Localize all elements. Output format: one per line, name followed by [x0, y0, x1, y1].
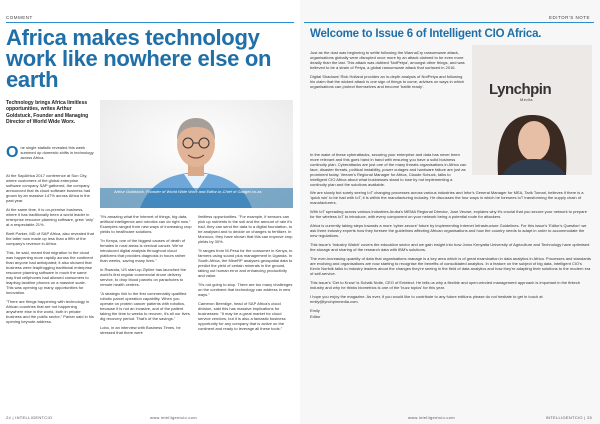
paragraph: "In Kenya, one of the biggest causes of death of females in rural areas is cervical cancer. We've introduced digital analysis throughout cloud platforms that provides diagnosis in hours rather than weeks, saving many lives." — [100, 238, 186, 263]
paragraph: In the wake of these cyberattacks, securing your enterprise and data has never been more relevant and this goes hand in hand with ensuring you have a solid business continuity plan. Cyberattacks are just one of the many threats organisations in Africa can face, disaster threats, political instability, power outages and hardware failure are just as prominent today. Veeam's Regional Manager for Africa, Claude Schuck, talks to Intelligent CIO Africa about what businesses stand to lose by not implementing a continuity plan and the solutions available. — [310, 152, 467, 187]
article-lede — [6, 145, 94, 160]
lynchpin-logo-subtext: Media — [520, 97, 533, 102]
article-column-3 — [198, 214, 293, 335]
editor-note-column-top — [310, 50, 468, 93]
paragraph: limitless opportunities. "For example, if sensors can pick up nutrients in the soil and the amount of rain it's had, they can send the data to a digital foundation, to be analysed and to decide on changes to fertilizer. In Morocco, they have shown that this can improve crop yields by 30%. — [198, 214, 293, 244]
lynchpin-media-photo — [472, 45, 592, 175]
section-tag: EDITOR'S NOTE — [548, 15, 590, 20]
paragraph: At the SapAfrica 2017 conference at Sun City, where customers of the global enterprise software company SAP gathered, the company announced that its cloud software business had grown by an massive 147% across Africa in the past year. — [6, 173, 91, 203]
paragraph: "It's amazing what the Internet of things, big data, artificial intelligence and robotics can do right now." Examples ranged from new ways of increasing crop yields to healthcare solutions. — [100, 214, 192, 234]
paragraph: Digital Shadows' Rick Holland provides an in-depth analysis of NotPetya and following his claim that the wicked attack is one sign of things to come, advises on ways in which organisations can protect themselves and become 'battle ready'. — [310, 74, 465, 89]
page-footer-right: INTELLIGENTCIO | 25 — [545, 415, 592, 420]
paragraph: Lobo, in an interview with Business Times, he stressed that there were — [100, 325, 181, 335]
editor-note-title: Welcome to Issue 6 of Intelligent CIO Africa. — [310, 28, 542, 40]
editor-note-body — [310, 190, 592, 323]
paragraph: At the same time, it is on-premise business, where it has traditionally been a world leader in enterprise resource planning software, grew 'only' at a respectable 21%. — [6, 207, 94, 227]
paragraph: "It ranges from M-Pesa for the consumer in Kenya, to farmers using sound plus management in Uganda. In South Africa, the MineRP analyses geospatial data to predict the yield of certain minerals in the ground, taking out human error and enhancing productivity and value. — [198, 248, 293, 278]
lede-text: ne single statistic revealed this week summed up domestic shifts in technology across Africa. — [20, 145, 94, 160]
paragraph: This, he said, meant that migration to the cloud was happening more rapidly across the continent than anyone had anticipated; it also showed that business were leapfrogging traditional enterprise resource planning software in much the same way that cellphones had allowed consumers to leapfrog landline phones on a massive scale. This was opening up many opportunities for innovation. — [6, 250, 93, 295]
paragraph: "A strategic link to the first commercially qualified robotic parcel operation capability. When you operate on protein cancer patients with robotics, because it is not an invasive, and of the patient taking the time to weeks to recover, it's all our lives dig recovery period. That's of the savings." — [100, 291, 190, 321]
lynchpin-logo-text: Lynchpin — [489, 81, 552, 98]
paragraph: Brett Parker, MD of SAP Africa, also revealed that the latter now made up less than a fifth of the company's revenue in Africa. — [6, 231, 94, 246]
page-footer-url: www.intelligentcio.com — [150, 415, 197, 420]
paragraph: In Rwanda, US start-up Zipline has launched the world's first regular commercial drone delivery service, to drop blood parcels on parachutes to remote health centres. — [100, 267, 187, 287]
section-rule — [6, 22, 294, 23]
paragraph: "It's not going to stop. There are too many challenges on the continent that technology can address in new ways." — [198, 282, 293, 297]
signoff-name: Emily — [310, 308, 320, 313]
editor-portrait — [472, 45, 592, 175]
paragraph: We are slowly but surely seeing IoT changing processes across various industries and Infor's General Manager for MEA, Tarik Tomari, believes if there is a 'quick win' to be had with IoT, it is within the manufacturing industry. He discusses the four ways in which he foresees IoT transforming the supply chain of manufacturers. — [310, 190, 584, 205]
article-headline: Africa makes technology work like nowhere else on earth — [6, 25, 272, 92]
page-footer-left: 24 | INTELLIGENTCIO — [6, 415, 53, 420]
page-footer-url: www.intelligentcio.com — [408, 415, 455, 420]
paragraph: I hope you enjoy the magazine. As ever, if you would like to contribute to any future editions please do not hesitate to get in touch at emily@lynchpinmedia.com. — [310, 294, 543, 304]
signoff-title: Editor — [310, 314, 321, 319]
paragraph: Just as the dust was beginning to settle following the WannaCry ransomware attack, organisations globally were disrupted once more by an attack claimed to be even more deadly than the last. This attack was dubbed 'NotPetya', amongst other things, and was believed to be a strain of Petya, a global ransomware attack that surfaced in 2016. — [310, 50, 465, 70]
paragraph: Africa is currently taking steps towards a more 'cyber-secure' future by implementing Internet Infrastructure Guidelines. For this issue's 'Editor's Question' we ask three industry experts how they foresee the guidelines affecting African organisations and how the country needs to adapt in order to accommodate the new regulations. — [310, 223, 587, 238]
paragraph: The ever-increasing quantity of data that organisations manage is a key area which is of great examination in data analytics in Africa. Processes and standards are evolving and organisations are now starting to recognise the benefits of consolidated analytics. In a feature on the subject of big data, Intelligent CIO's Kevin Norfolk talks to industry leaders about the changes they're seeing in the field of data analytics and how they're adapting their solutions to the modern era of self-service. — [310, 256, 592, 276]
article-column-1 — [6, 173, 94, 328]
paragraph: Cameron Beerdige, head of SAP Africa's cloud division, said this has massive implications for businesses: "It may be a great market for cloud service vendors, but it is also a fantastic business opportunity for any company that is active on the continent and ready to leverage all these tools." — [198, 301, 286, 331]
right-page — [300, 0, 600, 424]
paragraph: With IoT spreading across various industries Aruba's MEMA Regional Director, Jose Veuwe, explains why it's crucial that you secure your network to prepare for the wireless IoT to introduce, with every component on your network being a potential route for attackers. — [310, 209, 587, 219]
article-standfirst: Technology brings Africa limitless opportunities, writes Arthur Goldstuck, Founder and Managing Director of World Wide Worx. — [6, 100, 89, 125]
photo-caption: Arthur Goldstuck, Founder of World Wide Worx and Editor-in-Chief of Gadget.co.za — [114, 189, 262, 194]
paragraph: This issue's 'Get to Know' is Schalk Nolte, CEO of Entelect. He tells us why a flexible and open-minded management approach is important in the fintech industry and why he thinks biometrics is one of the 'buzz topics' for this year. — [310, 280, 580, 290]
article-column-2 — [100, 214, 192, 339]
drop-cap: O — [6, 144, 19, 161]
paragraph: This issue's 'Industry Watch' covers the education sector and we gain insight into how Jomo Kenyatta University of Agriculture and Technology have optimised the storage and sharing of the research data with IBM's solutions. — [310, 242, 590, 252]
paragraph: "There are things happening with technology in African countries that are not happening anywhere else in the world, both in private business and the public sector," Parker said in his opening keynote address. — [6, 299, 94, 324]
section-rule — [304, 22, 594, 23]
section-tag: COMMENT — [6, 15, 33, 20]
editor-note-column-continued — [310, 152, 468, 191]
